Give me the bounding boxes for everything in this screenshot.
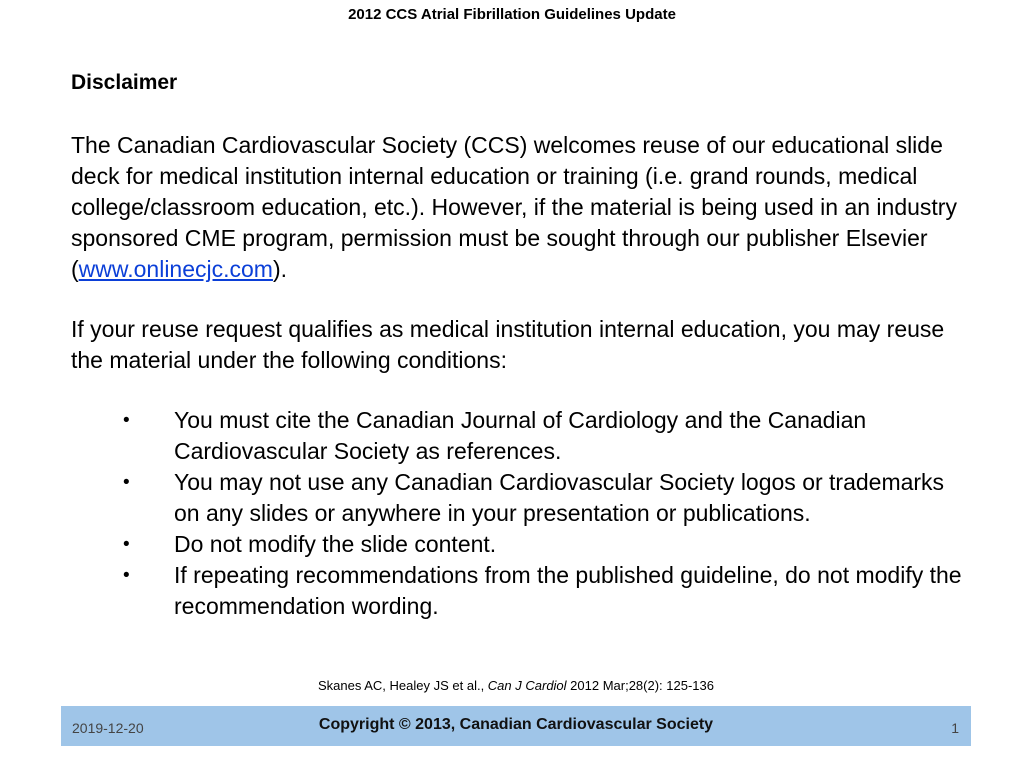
publisher-link[interactable]: www.onlinecjc.com <box>78 256 273 282</box>
conditions-paragraph: If your reuse request qualifies as medical institution internal education, you may reuse the material under the following conditions: <box>71 316 945 373</box>
citation-journal: Can J Cardiol <box>487 678 567 693</box>
list-item-text: You may not use any Canadian Cardiovascular Society logos or trademarks on any slides or anywhere in your presentation or publications. <box>174 469 945 526</box>
footer-bar <box>61 706 971 746</box>
list-item-text: Do not modify the slide content. <box>174 531 497 557</box>
bullet-icon: • <box>123 472 130 493</box>
bullet-icon: • <box>123 534 130 555</box>
disclaimer-heading: Disclaimer <box>71 71 178 94</box>
list-item <box>71 405 971 467</box>
footer-copyright: Copyright © 2013, Canadian Cardiovascular Society <box>318 716 714 733</box>
page-number: 1 <box>951 720 959 736</box>
reuse-paragraph-end: ). <box>272 256 288 282</box>
citation-details: 2012 Mar;28(2): 125-136 <box>566 678 714 693</box>
reuse-paragraph <box>71 130 971 285</box>
bullet-icon: • <box>123 410 130 431</box>
list-item-text: If repeating recommendations from the published guideline, do not modify the recommendation wording. <box>174 562 962 619</box>
citation-authors: Skanes AC, Healey JS et al., <box>317 678 488 693</box>
conditions-list <box>71 405 971 622</box>
list-item <box>71 467 971 529</box>
citation <box>0 678 1024 693</box>
slide-header-title: 2012 CCS Atrial Fibrillation Guidelines Update <box>348 6 676 23</box>
bullet-icon: • <box>123 565 130 586</box>
list-item-text: You must cite the Canadian Journal of Cardiology and the Canadian Cardiovascular Society as references. <box>174 407 867 464</box>
footer-date: 2019-12-20 <box>72 720 144 736</box>
list-item <box>71 560 971 622</box>
reuse-paragraph-text: The Canadian Cardiovascular Society (CCS) welcomes reuse of our educational slide deck for medical institution internal education or training (i.e. grand rounds, medical college/classroom education, etc.). However, if the material is being used in an industry sponsored CME program, permission must be sought through our publisher Elsevier ( <box>71 132 957 282</box>
list-item <box>71 529 971 560</box>
